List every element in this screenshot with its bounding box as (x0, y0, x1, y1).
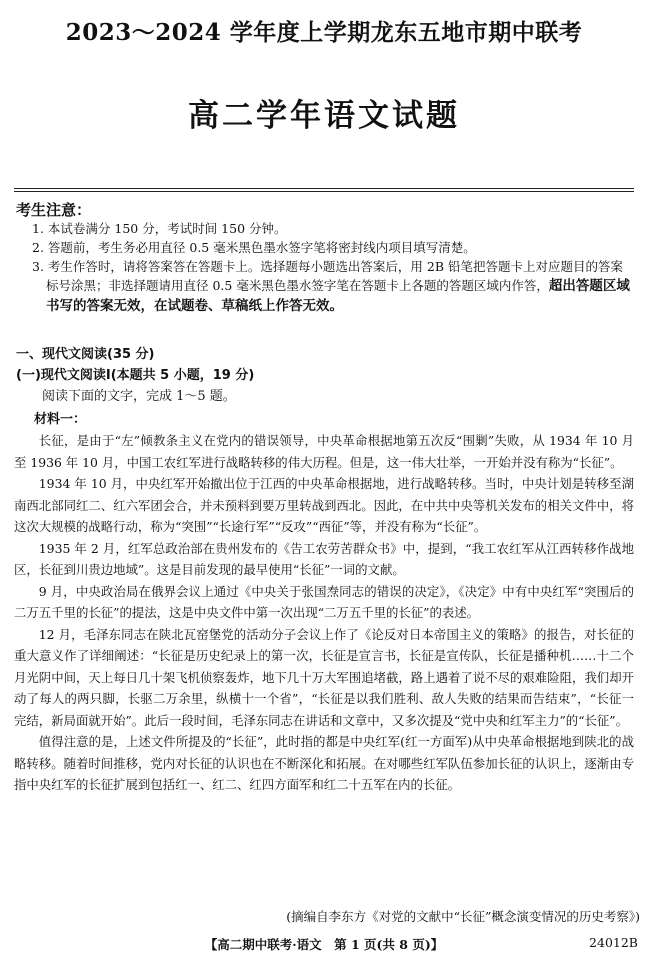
exam-header-title: 2023～2024 学年度上学期龙东五地市期中联考 (65, 19, 583, 46)
notice-title: 考生注意： (16, 201, 92, 219)
subsection-heading: (一)现代文阅读Ⅰ(本题共 5 小题，19 分) (16, 368, 255, 383)
paragraph: 1934 年 10 月，中央红军开始撤出位于江西的中央革命根据地，进行战略转移。当时，中央计划是转移至湖南西北部同红二、红六军团会合，并未预料到要万里转战到西北。因此，在中共中央等机关发布的相关文件中，将这次大规模的战略行动，称为“突围”“长途行军”“反攻”“西征”等，并没有称为“长征”。 (14, 476, 634, 534)
paragraph: 12 月，毛泽东同志在陕北瓦窑堡党的活动分子会议上作了《论反对日本帝国主义的策略》的报告，对长征的重大意义作了详细阐述：“长征是历史纪录上的第一次，长征是宣言书，长征是宣传队，长征是播种机……十二个月光阴中间，天上每日几十架飞机侦察轰炸，地下几十万大军围追堵截，路上遇着了说不尽的艰难险阻，我们却开动了每人的两只脚，长驱二万余里，纵横十一个省”，“长征是以我们胜利、敌人失败的结果而告结束”，“长征一完结，新局面就开始”。此后一段时间，毛泽东同志在讲话和文章中，又多次提及“党中央和红军主力”的“长征”。 (14, 626, 634, 728)
notice-list (16, 219, 634, 316)
paragraph: 1935 年 2 月，红军总政治部在贵州发布的《告工农劳苦群众书》中，提到，“我工农红军从江西转移作战地区，长征到川贵边地域”。这是目前发现的最早使用“长征”一词的文献。 (14, 540, 634, 577)
paragraph: 9 月，中央政治局在俄界会议上通过《中央关于张国焘同志的错误的决定》，《决定》中有中央红军“突围后的二万五千里的长征”的提法，这是中央文件中第一次出现“二万五千里的长征”的表述。 (14, 583, 634, 620)
material-label: 材料一： (34, 412, 87, 427)
notice-item: 2. 答题前，考生务必用直径 0.5 毫米黑色墨水签字笔将密封线内项目填写清楚。 (32, 240, 476, 255)
notice-item: 1. 本试卷满分 150 分，考试时间 150 分钟。 (32, 221, 287, 236)
divider-line (14, 188, 634, 189)
paragraph: 长征，是由于“左”倾教条主义在党内的错误领导，中央革命根据地第五次反“围剿”失败，从 1934 年 10 月至 1936 年 10 月，中国工农红军进行战略转移的伟大历程。但是，这一伟大壮举，一开始并没有称为“长征”。 (14, 433, 634, 470)
material-body (14, 430, 634, 796)
paper-code: 24012B (589, 935, 638, 950)
page-footer: 【高二期中联考·语文 第 1 页(共 8 页)】 (204, 937, 444, 952)
page-title: 高二学年语文试题 (188, 98, 460, 134)
notice-item (16, 257, 634, 316)
paragraph: 值得注意的是，上述文件所提及的“长征”，此时指的都是中央红军(红一方面军)从中央革命根据地到陕北的战略转移。随着时间推移，党内对长征的认识也在不断深化和拓展。在对哪些红军队伍参加长征的认识上，逐渐由专指中央红军的长征扩展到包括红一、红二、红四方面军和红二十五军在内的长征。 (14, 734, 634, 792)
notice-emphasis: 超出答题区域书写的答案无效，在试题卷、草稿纸上作答无效。 (46, 278, 630, 314)
section-heading: 一、现代文阅读(35 分) (16, 347, 155, 362)
citation: (摘编自李东方《对党的文献中“长征”概念演变情况的历史考察》) (286, 909, 640, 924)
notice-item-text: 3. 考生作答时，请将答案答在答题卡上。选择题每小题选出答案后，用 2B 铅笔把答题卡上对应题目的答案标号涂黑；非选择题请用直径 0.5 毫米黑色墨水签字笔在答题卡上各题的答题区域内作答， (32, 259, 623, 293)
divider-line (14, 191, 634, 192)
reading-instruction: 阅读下面的文字，完成 1～5 题。 (42, 389, 236, 404)
